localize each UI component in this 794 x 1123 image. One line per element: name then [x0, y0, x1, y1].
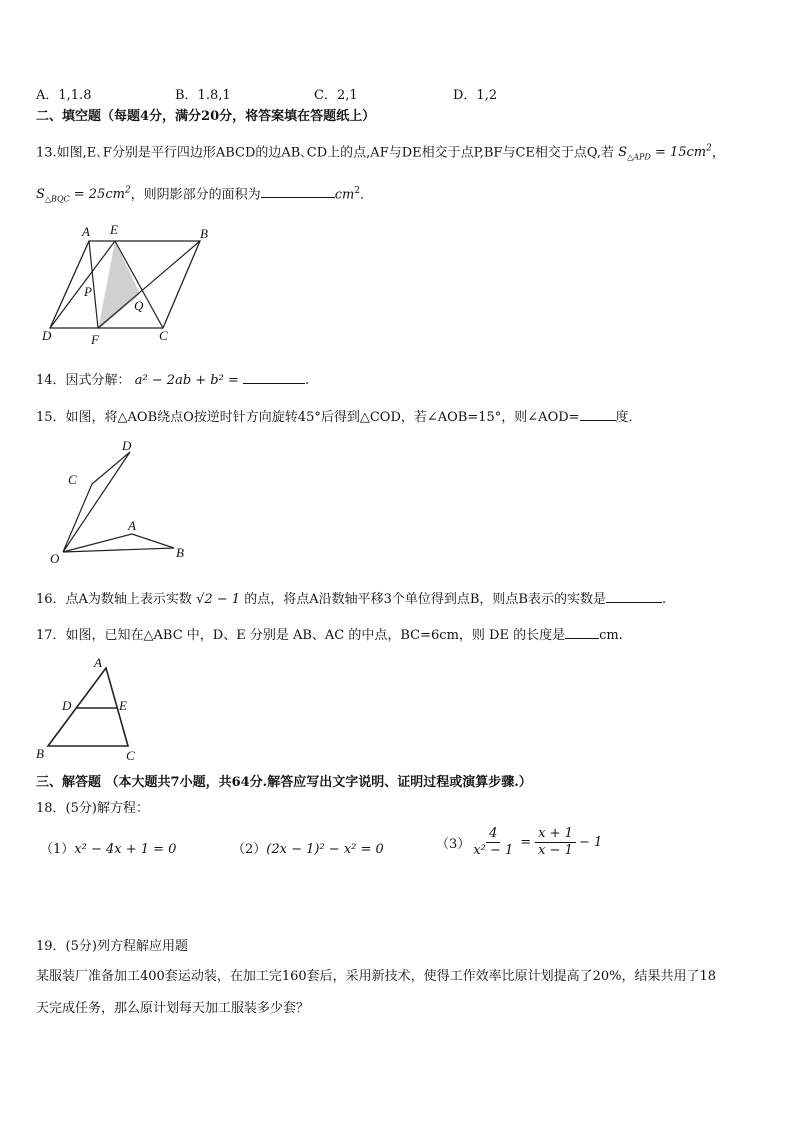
- option-d: D．1,2: [453, 88, 498, 103]
- question-19-title: 19．(5分)列方程解应用题: [36, 939, 188, 954]
- q17-end: cm.: [599, 628, 623, 643]
- question-19-line1: 某服装厂准备加工400套运动装，在加工完160套后，采用新技术，使得工作效率比原计划提高了20%，结果共用了18: [36, 969, 717, 984]
- q18-part-2: （2）(2x − 1)² − x² = 0: [232, 842, 384, 857]
- label-o: O: [50, 551, 60, 566]
- label-e: E: [119, 698, 127, 713]
- question-13-line2: $S_{\triangle BQC} = 25cm^2$，则阴影部分的面积为 $cm^2$．: [36, 182, 373, 209]
- label-q: Q: [134, 298, 144, 313]
- rotation-figure: [40, 436, 200, 570]
- section-heading-solve: 三、解答题 （本大题共7小题，共64分.解答应写出文字说明、证明过程或演算步骤.）: [36, 775, 532, 790]
- q15-answer-blank[interactable]: [580, 406, 616, 421]
- q16-text-after: 的点，将点A沿数轴平移3个单位得到点B，则点B表示的实数是: [244, 592, 606, 607]
- question-14: [36, 369, 309, 390]
- label-e: E: [110, 222, 118, 237]
- label-d: D: [122, 438, 132, 453]
- q16-end: .: [661, 592, 667, 607]
- label-p: P: [84, 284, 92, 299]
- q14-end: .: [305, 373, 310, 388]
- question-17: [36, 624, 623, 645]
- q15-end: 度．: [615, 410, 642, 425]
- q13-answer-blank[interactable]: [261, 183, 335, 198]
- q14-expression: a² − 2ab + b² =: [134, 373, 239, 388]
- option-b: B．1.8,1: [175, 88, 231, 103]
- parallelogram-figure: [36, 220, 226, 350]
- q16-text-before: 16．点A为数轴上表示实数: [36, 592, 192, 607]
- question-16: [36, 588, 666, 609]
- label-a: A: [94, 655, 102, 670]
- label-a: A: [128, 518, 136, 533]
- question-18-title: 18．(5分)解方程：: [36, 801, 149, 816]
- q13-s-apd: $S_{\triangle APD} = 15cm^2$: [618, 144, 712, 162]
- label-c: C: [68, 472, 77, 487]
- label-d: D: [62, 698, 72, 713]
- label-d: D: [42, 328, 52, 343]
- q17-text: 17．如图，已知在△ABC 中，D、E 分别是 AB、AC 的中点，BC=6cm，则 DE 的长度是: [36, 628, 566, 643]
- q18-fraction-left: $\frac{4}{\text{x² − 1}}$: [473, 826, 514, 858]
- q18-part-1: （1）x² − 4x + 1 = 0: [40, 842, 177, 857]
- triangle-midline-figure: [30, 652, 150, 764]
- label-c: C: [159, 328, 168, 343]
- section-heading-fill-blank: 二、填空题（每题4分，满分20分，将答案填在答题纸上）: [36, 109, 376, 124]
- question-13-line1: 13.如图,E､F分别是平行四边形ABCD的边AB､CD上的点,AF与DE相交于点P,BF与CE相交于点Q,若 $S_{\triangle APD} = 15cm^2$，: [36, 144, 725, 162]
- question-15: [36, 406, 642, 427]
- label-b: B: [176, 545, 184, 560]
- label-b: B: [36, 746, 44, 761]
- q14-text: 14．因式分解：: [36, 373, 131, 388]
- label-f: F: [91, 332, 99, 347]
- q18-fraction-right: $\frac{x + 1}{x - 1}$: [535, 826, 576, 859]
- label-a: A: [82, 224, 90, 239]
- q13-text: 13.如图,E､F分别是平行四边形ABCD的边AB､CD上的点,AF与DE相交于点P,BF与CE相交于点Q,若: [36, 145, 615, 161]
- q17-answer-blank[interactable]: [565, 624, 599, 639]
- question-19-line2: 天完成任务，那么原计划每天加工服装多少套？: [36, 1001, 310, 1016]
- q13-end: ．: [360, 187, 374, 203]
- triangle-abc: [48, 668, 128, 746]
- q18-part-3: （3） $\frac{4}{\text{x² − 1}}$ = $\frac{x + 1}{x - 1}$ − 1: [436, 826, 603, 858]
- q15-text: 15．如图，将△AOB绕点O按逆时针方向旋转45°后得到△COD，若∠AOB=15°，则∠AOD=: [36, 410, 580, 425]
- q14-answer-blank[interactable]: [243, 369, 305, 384]
- label-b: B: [200, 226, 208, 241]
- q16-sqrt-expression: √2 − 1: [196, 592, 241, 607]
- q13-s-bqc: $S_{\triangle BQC} = 25cm^2$: [36, 186, 131, 204]
- label-c: C: [126, 748, 135, 763]
- q13-tail: ，则阴影部分的面积为: [130, 187, 261, 203]
- option-a: A．1,1.8: [36, 88, 92, 103]
- q13-unit: cm: [334, 187, 355, 203]
- triangle-aob: [63, 534, 174, 552]
- option-c: C．2,1: [314, 88, 358, 103]
- q16-answer-blank[interactable]: [606, 588, 662, 603]
